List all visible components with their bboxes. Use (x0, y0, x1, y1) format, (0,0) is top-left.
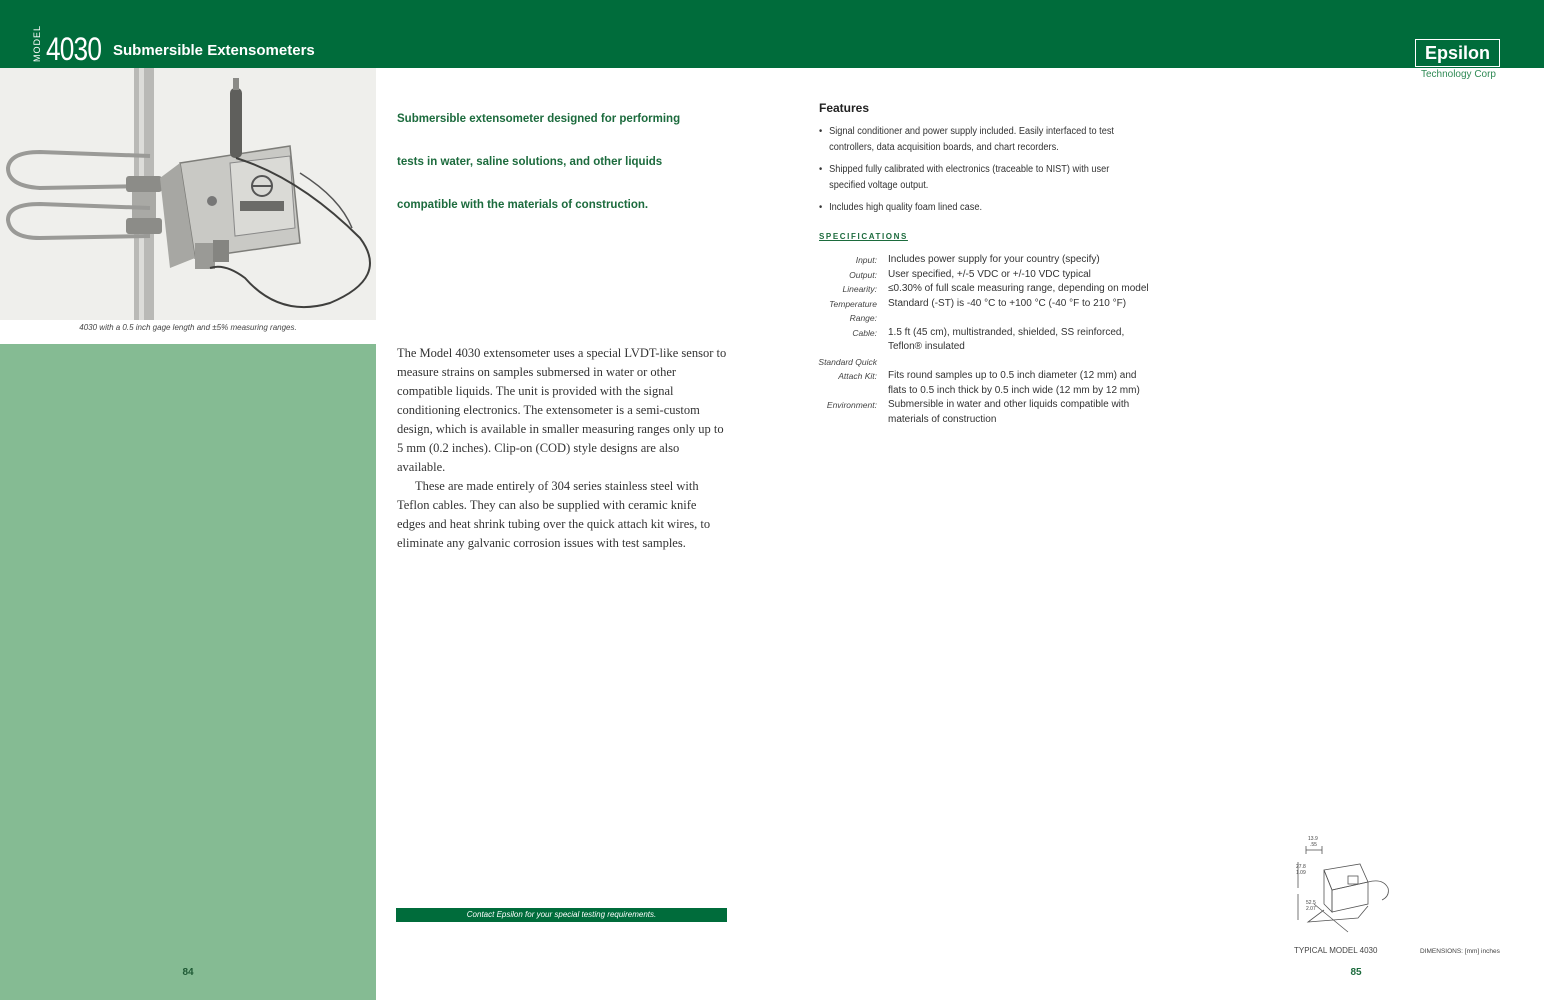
spec-label: Linearity: (842, 284, 877, 294)
dim-1-in: .55 (1310, 842, 1317, 848)
lead-statement (397, 98, 727, 227)
spec-row-temperature (810, 297, 1150, 326)
dim-1-mm: 13.9 (1308, 836, 1318, 842)
spec-value: Includes power supply for your country (specify) (888, 254, 1100, 265)
feature-item: • Includes high quality foam lined case. (819, 200, 1132, 216)
dim-3-mm: 52.5 (1306, 900, 1316, 906)
spec-label: Output: (849, 269, 877, 280)
spec-row-input (810, 253, 1150, 268)
spec-value: ≤0.30% of full scale measuring range, depending on model (888, 283, 1149, 294)
spec-value: User specified, +/-5 VDC or +/-10 VDC typical (888, 268, 1091, 280)
lead-line-2: tests in water, saline solutions, and other liquids (397, 156, 663, 168)
spec-value: Submersible in water and other liquids compatible with materials of construction (888, 399, 1130, 425)
spec-label: Input: (855, 255, 877, 265)
spec-value: 1.5 ft (45 cm), multistranded, shielded, SS reinforced, Teflon® insulated (888, 326, 1125, 352)
spec-label: Environment: (826, 400, 877, 410)
dim-2-in: 1.09 (1296, 870, 1306, 876)
body-paragraph-1: The Model 4030 extensometer uses a special LVDT-like sensor to measure strains on samples submersed in water or other compatible liquids. The unit is provided with the signal conditioning electronics. The extensometer is a semi-custom design, which is available in smaller measuring ranges only up to 5 mm (0.2 inches). Clip-on (COD) style designs are also available. (397, 346, 727, 474)
spec-value (888, 355, 1150, 370)
spec-value: Standard (-ST) is -40 °C to +100 °C (-40 °F to 210 °F) (888, 297, 1127, 309)
body-paragraph-2: These are made entirely of 304 series stainless steel with Teflon cables. They can also be supplied with ceramic knife edges and heat shrink tubing over the quick attach kit wires, to eliminate any galvanic corrosion issues with test samples. (397, 479, 711, 550)
photo-caption: 4030 with a 0.5 inch gage length and ±5% measuring ranges. (79, 323, 297, 332)
dimensions-note: DIMENSIONS: [mm] inches (1420, 948, 1500, 955)
specifications-table (810, 253, 1150, 427)
feature-item: • Signal conditioner and power supply included. Easily interfaced to test controllers, data acquisition boards, and chart recorders. (819, 124, 1132, 155)
left-green-panel (0, 344, 376, 1000)
spec-row-output (810, 268, 1150, 283)
product-photo (0, 68, 376, 320)
logo-subtitle: Technology Corp (1420, 69, 1496, 80)
drawing-label: TYPICAL MODEL 4030 (1294, 946, 1378, 955)
header-bar (0, 0, 1544, 68)
spec-row-attach-kit (810, 369, 1150, 398)
spec-row-cable (810, 326, 1150, 355)
spec-row-linearity (810, 282, 1150, 297)
features-heading: Features (819, 101, 870, 115)
specifications-heading: SPECIFICATIONS (819, 232, 908, 241)
body-text (397, 344, 727, 553)
lead-line-3: compatible with the materials of construction. (397, 199, 649, 211)
dim-3-in: 2.07 (1306, 906, 1316, 912)
lead-line-1: Submersible extensometer designed for performing (397, 113, 681, 125)
spec-label: Temperature Range: (829, 298, 877, 323)
contact-banner: Contact Epsilon for your special testing requirements. (396, 908, 727, 922)
features-list (819, 124, 1139, 223)
epsilon-logo (1415, 39, 1500, 67)
spec-value: Fits round samples up to 0.5 inch diameter (12 mm) and flats to 0.5 inch thick by 0.5 inch wide (12 mm by 12 mm) (888, 370, 1140, 396)
model-label: MODEL (32, 24, 42, 62)
logo-name: Epsilon (1424, 43, 1490, 63)
spec-row-environment (810, 398, 1150, 427)
model-number: 4030 (46, 31, 102, 67)
dimension-drawing (1288, 832, 1398, 942)
feature-item: • Shipped fully calibrated with electronics (traceable to NIST) with user specified voltage output. (819, 162, 1132, 193)
dim-2-mm: 27.8 (1296, 864, 1306, 870)
extensometer-photo-illustration (0, 68, 376, 320)
spec-label: Attach Kit: (838, 371, 877, 381)
spec-label: Standard Quick (818, 356, 877, 367)
spec-row-quick-attach-heading (810, 355, 1150, 370)
page-title: Submersible Extensometers (113, 42, 315, 59)
page-number-left: 84 (182, 967, 194, 978)
spec-label: Cable: (852, 327, 877, 338)
page-number-right: 85 (1350, 967, 1362, 978)
